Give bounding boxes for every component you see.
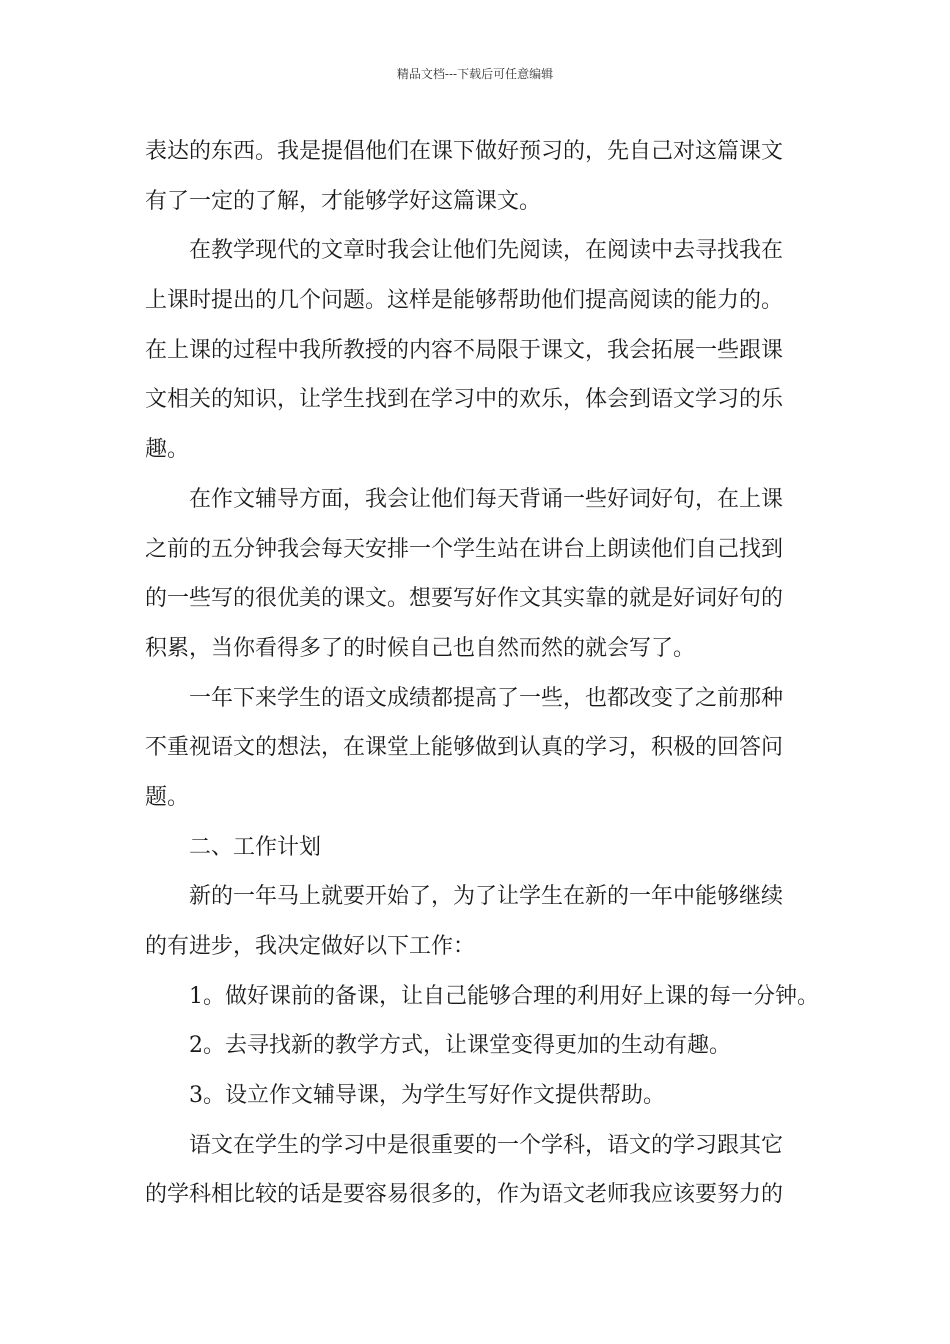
text-line: 文相关的知识，让学生找到在学习中的欢乐，体会到语文学习的乐 bbox=[145, 387, 784, 412]
text-line: 表达的东西。我是提倡他们在课下做好预习的，先自己对这篇课文 bbox=[145, 139, 784, 164]
paragraph-start-line: 在教学现代的文章时我会让他们先阅读，在阅读中去寻找我在 bbox=[189, 238, 784, 263]
text-line: 的学科相比较的话是要容易很多的，作为语文老师我应该要努力的 bbox=[145, 1182, 784, 1207]
text-line: 的有进步，我决定做好以下工作： bbox=[145, 934, 476, 959]
text-line: 之前的五分钟我会每天安排一个学生站在讲台上朗读他们自己找到 bbox=[145, 537, 784, 562]
text-line: 上课时提出的几个问题。这样是能够帮助他们提高阅读的能力的。 bbox=[145, 288, 784, 313]
text-line: 的一些写的很优美的课文。想要写好作文其实靠的就是好词好句的 bbox=[145, 586, 784, 611]
text-line: 在上课的过程中我所教授的内容不局限于课文，我会拓展一些跟课 bbox=[145, 338, 784, 363]
text-line: 趣。 bbox=[145, 437, 190, 462]
text-line: 积累，当你看得多了的时候自己也自然而然的就会写了。 bbox=[145, 636, 696, 661]
paragraph-start-line: 新的一年马上就要开始了，为了让学生在新的一年中能够继续 bbox=[189, 884, 784, 909]
text-line: 不重视语文的想法，在课堂上能够做到认真的学习，积极的回答问 bbox=[145, 735, 784, 760]
paragraph-start-line: 语文在学生的学习中是很重要的一个学科，语文的学习跟其它 bbox=[189, 1133, 784, 1158]
paragraph-start-line: 在作文辅导方面，我会让他们每天背诵一些好词好句，在上课 bbox=[189, 487, 784, 512]
list-item: 3。设立作文辅导课，为学生写好作文提供帮助。 bbox=[189, 1083, 665, 1108]
text-line: 有了一定的了解，才能够学好这篇课文。 bbox=[145, 189, 542, 214]
text-line: 题。 bbox=[145, 785, 190, 810]
section-heading: 二、工作计划 bbox=[189, 835, 322, 860]
page-header: 精品文档---下载后可任意编辑 bbox=[396, 67, 554, 81]
paragraph-start-line: 一年下来学生的语文成绩都提高了一些，也都改变了之前那种 bbox=[189, 686, 784, 711]
list-item: 2。去寻找新的教学方式，让课堂变得更加的生动有趣。 bbox=[189, 1033, 731, 1058]
list-item: 1。做好课前的备课，让自己能够合理的利用好上课的每一分钟。 bbox=[189, 984, 819, 1009]
